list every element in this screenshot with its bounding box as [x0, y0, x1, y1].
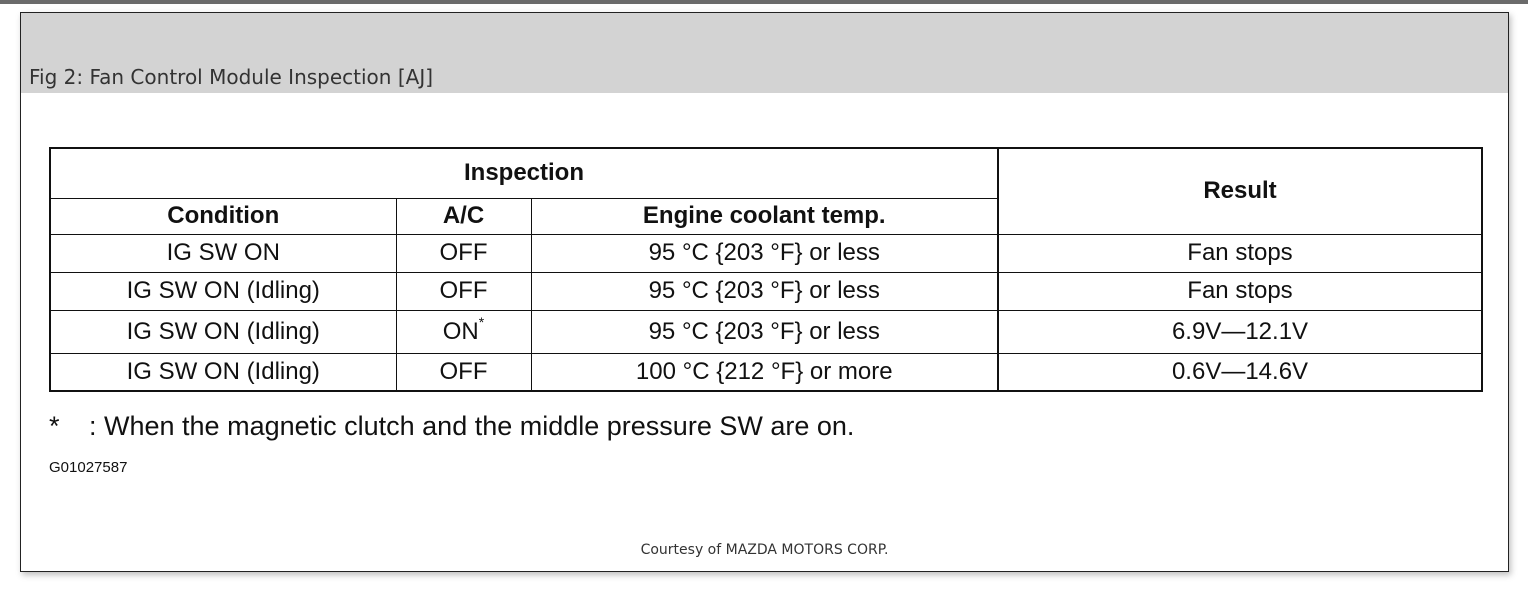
coolant-temp-cell: 95 °C {203 °F} or less — [531, 310, 998, 353]
ac-value: OFF — [439, 277, 488, 304]
ac-value: OFF — [439, 357, 488, 385]
ac-value: ON — [442, 317, 479, 345]
figure-frame — [20, 12, 1509, 572]
result-header: Result — [998, 148, 1482, 234]
ac-cell — [396, 353, 531, 391]
footnote-marker: * — [478, 313, 485, 330]
footnote — [49, 411, 854, 442]
table-row — [50, 310, 1482, 353]
ac-value: OFF — [439, 239, 488, 266]
ac-header: A/C — [396, 198, 531, 234]
result-cell: Fan stops — [998, 272, 1482, 310]
ac-cell — [396, 234, 531, 272]
condition-cell: IG SW ON (Idling) — [50, 310, 396, 353]
figure-title: Fig 2: Fan Control Module Inspection [AJ] — [29, 65, 434, 89]
footnote-text: : When the magnetic clutch and the middle pressure SW are on. — [89, 411, 855, 441]
table-row — [50, 353, 1482, 391]
condition-cell: IG SW ON — [50, 234, 396, 272]
result-cell: 0.6V—14.6V — [998, 353, 1482, 391]
courtesy-line: Courtesy of MAZDA MOTORS CORP. — [640, 542, 889, 558]
ac-cell — [396, 272, 531, 310]
inspection-figure — [49, 147, 1481, 388]
coolant-temp-cell: 95 °C {203 °F} or less — [531, 234, 998, 272]
inspection-table — [49, 147, 1483, 392]
table-row — [50, 272, 1482, 310]
figure-code: G01027587 — [49, 459, 128, 476]
ac-cell — [396, 310, 531, 353]
condition-cell: IG SW ON (Idling) — [50, 272, 396, 310]
condition-cell: IG SW ON (Idling) — [50, 353, 396, 391]
coolant-temp-cell: 100 °C {212 °F} or more — [531, 353, 998, 391]
condition-header: Condition — [50, 198, 396, 234]
figure-header-band — [21, 13, 1508, 93]
coolant-temp-cell: 95 °C {203 °F} or less — [531, 272, 998, 310]
table-group-header-row — [50, 148, 1482, 198]
inspection-group-header: Inspection — [50, 148, 998, 198]
window-top-strip — [0, 0, 1528, 4]
coolant-temp-header: Engine coolant temp. — [531, 198, 998, 234]
result-cell: 6.9V—12.1V — [998, 310, 1482, 353]
result-cell: Fan stops — [998, 234, 1482, 272]
table-row — [50, 234, 1482, 272]
footnote-asterisk: * — [49, 411, 60, 441]
